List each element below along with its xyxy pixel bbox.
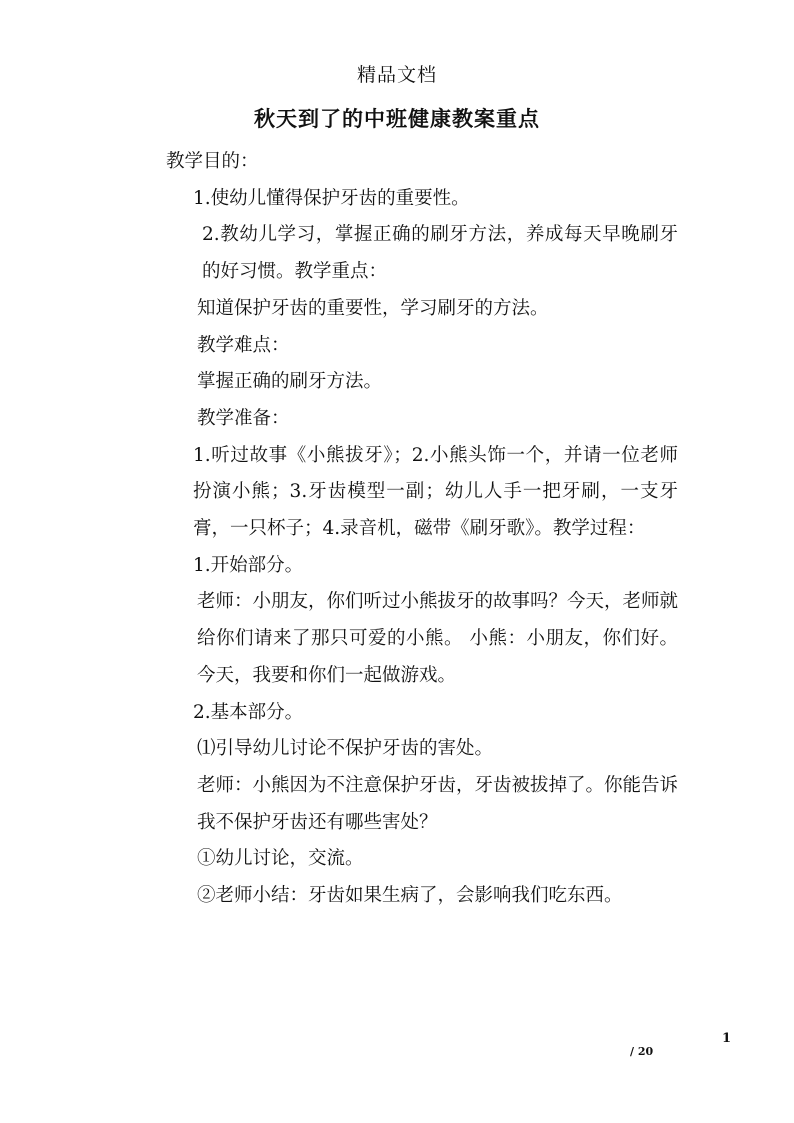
document-body [122, 144, 678, 915]
paragraph: 知道保护牙齿的重要性，学习刷牙的方法。 [197, 297, 549, 319]
page-total: / 20 [630, 1045, 654, 1058]
paragraph: 教学难点： [197, 334, 290, 356]
document-title: 秋天到了的中班健康教案重点 [254, 106, 540, 131]
paragraph: 掌握正确的刷牙方法。 [197, 371, 383, 393]
paragraph: 老师：小熊因为不注意保护牙齿，牙齿被拔掉了。你能告诉我不保护牙齿还有哪些害处？ [197, 774, 679, 833]
paragraph: ⑴引导幼儿讨论不保护牙齿的害处。 [197, 738, 494, 760]
paragraph: 教学准备： [197, 407, 290, 429]
paragraph: 2.基本部分。 [193, 701, 304, 723]
paragraph: 2.教幼儿学习，掌握正确的刷牙方法，养成每天早晚刷牙的好习惯。教学重点： [202, 224, 678, 283]
paragraph: ②老师小结：牙齿如果生病了，会影响我们吃东西。 [197, 885, 623, 907]
paragraph: 老师：小朋友，你们听过小熊拔牙的故事吗？今天，老师就给你们请来了那只可爱的小熊。 小熊：小朋友，你们好。今天，我要和你们一起做游戏。 [197, 591, 679, 686]
paragraph: 教学目的： [166, 151, 259, 172]
paragraph: 1.开始部分。 [193, 554, 304, 576]
paragraph: 1.使幼儿懂得保护牙齿的重要性。 [193, 187, 470, 209]
header-watermark: 精品文档 [356, 64, 437, 86]
paragraph: ①幼儿讨论，交流。 [197, 848, 364, 870]
paragraph: 1.听过故事《小熊拔牙》；2.小熊头饰一个，并请一位老师扮演小熊；3.牙齿模型一副；幼儿人手一把牙刷，一支牙膏，一只杯子；4.录音机，磁带《刷牙歌》。教学过程： [193, 444, 678, 540]
page-number: 1 [722, 1031, 732, 1046]
